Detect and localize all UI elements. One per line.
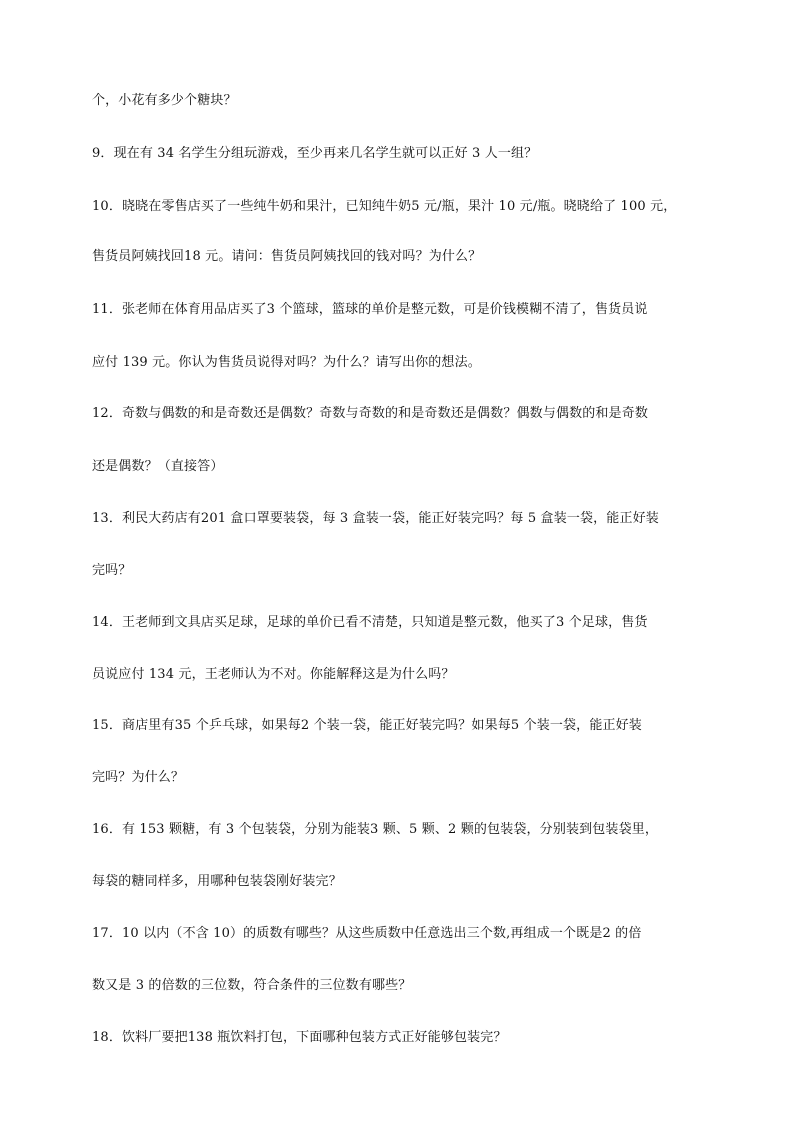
text-line-q10: 10．晓晓在零售店买了一些纯牛奶和果汁，已知纯牛奶5 元/瓶，果汁 10 元/瓶。晓晓给了 100 元， <box>92 199 677 214</box>
text-line-q11: 11．张老师在体育用品店买了3 个篮球，篮球的单价是整元数，可是价钱模糊不清了，售货员说 <box>92 302 648 317</box>
text-line-q13: 13．利民大药店有201 盒口罩要装袋，每 3 盒装一袋，能正好装完吗？每 5 盒装一袋，能正好装 <box>92 511 659 526</box>
text-line-q15-cont: 完吗？为什么？ <box>92 770 185 785</box>
text-line-q15: 15．商店里有35 个乒乓球，如果每2 个装一袋，能正好装完吗？如果每5 个装一袋，能正好装 <box>92 718 642 733</box>
text-line-q13-cont: 完吗？ <box>92 563 132 578</box>
text-line-q11-cont: 应付 139 元。你认为售货员说得对吗？为什么？请写出你的想法。 <box>92 355 481 370</box>
text-line-q17: 17．10 以内（不含 10）的质数有哪些？从这些质数中任意选出三个数,再组成一个既是2 的倍 <box>92 926 642 941</box>
text-line-q16-cont: 每袋的糖同样多，用哪种包装袋刚好装完？ <box>92 874 342 889</box>
text-line-q8-cont: 个，小花有多少个糖块？ <box>92 93 237 108</box>
text-line-q12: 12．奇数与偶数的和是奇数还是偶数？奇数与奇数的和是奇数还是偶数？偶数与偶数的和是奇数 <box>92 406 648 421</box>
text-line-q14-cont: 员说应付 134 元，王老师认为不对。你能解释这是为什么吗？ <box>92 667 455 682</box>
text-line-q16: 16．有 153 颗糖，有 3 个包装袋，分别为能装3 颗、5 颗、2 颗的包装袋，分别装到包装袋里， <box>92 822 659 837</box>
text-line-q9: 9．现在有 34 名学生分组玩游戏，至少再来几名学生就可以正好 3 人一组？ <box>92 146 538 161</box>
text-line-q12-cont: 还是偶数？（直接答） <box>92 459 224 474</box>
text-line-q18: 18．饮料厂要把138 瓶饮料打包，下面哪种包装方式正好能够包装完？ <box>92 1030 507 1045</box>
text-line-q17-cont: 数又是 3 的倍数的三位数，符合条件的三位数有哪些？ <box>92 978 412 993</box>
text-line-q10-cont: 售货员阿姨找回18 元。请问：售货员阿姨找回的钱对吗？为什么？ <box>92 249 482 264</box>
text-line-q14: 14．王老师到文具店买足球，足球的单价已看不清楚，只知道是整元数，他买了3 个足球，售货 <box>92 615 648 630</box>
